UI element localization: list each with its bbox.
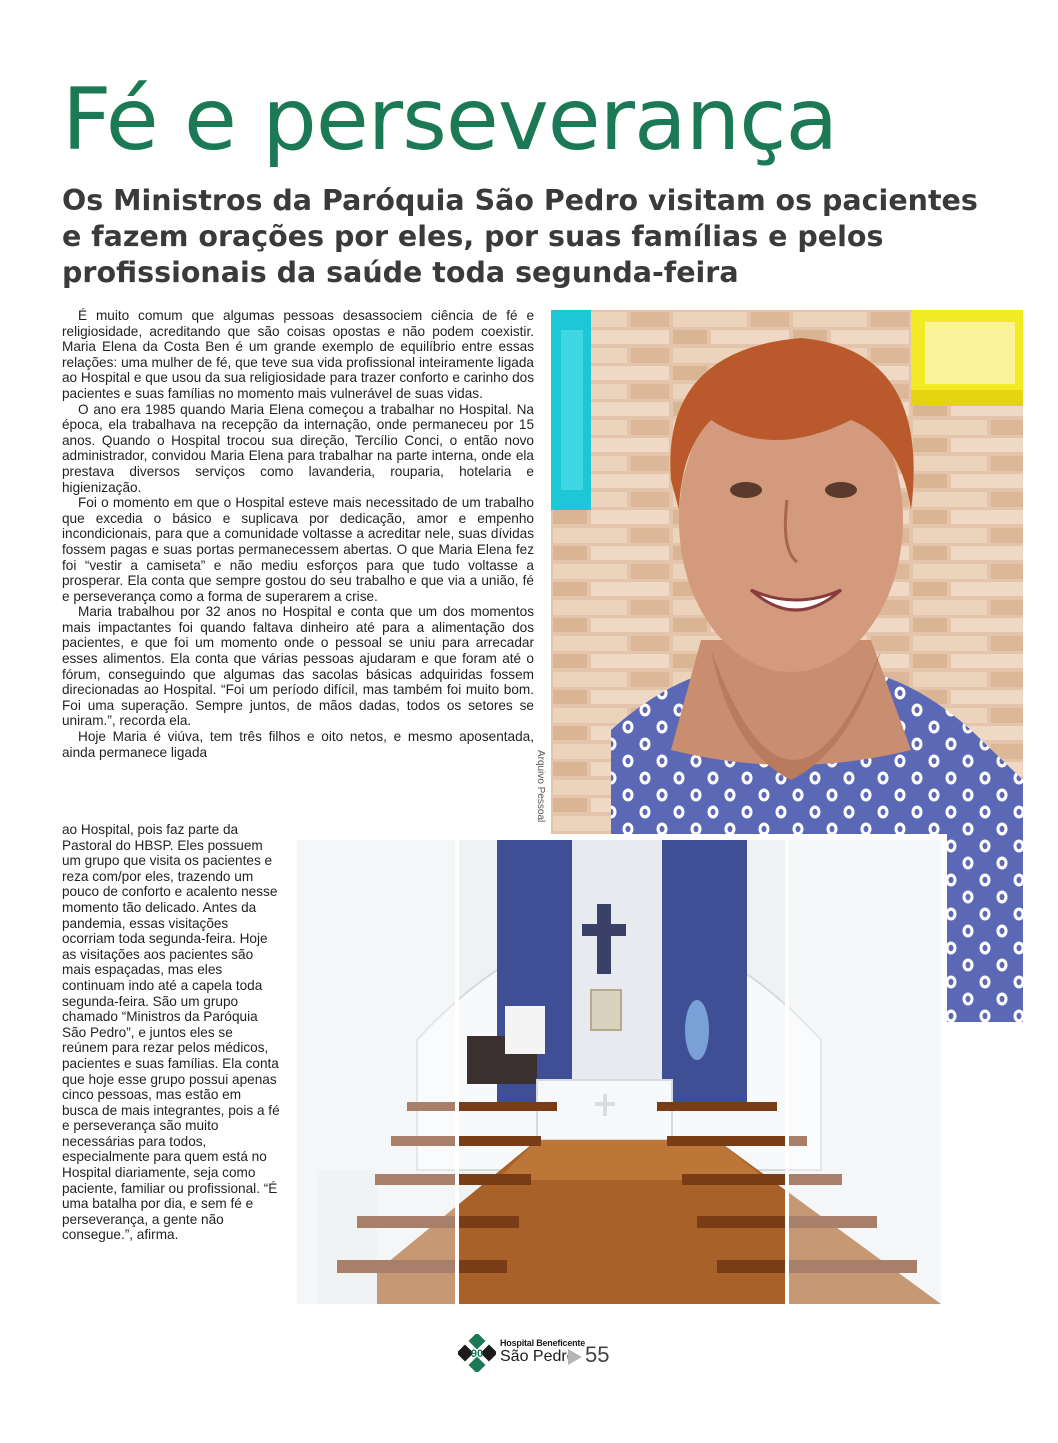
paragraph-4: Maria trabalhou por 32 anos no Hospital e conta que um dos momentos mais impactantes foi quando faltava dinheiro até para a alimentação dos pacientes, e que foi um momento onde o pessoal se uniu para arrecadar esses alimentos. Ela conta que várias pessoas ajudaram e que foram até o fórum, conseguindo que algumas das sacolas básicas adquiridas fossem direcionadas ao Hospital. “Foi um período difícil, mas também foi muito bom. Foi uma superação. Sempre juntos, de mãos dadas, todos os setores se uniram.”, recorda ela.: [62, 604, 534, 729]
hospital-logo-icon: [458, 1334, 496, 1372]
chapel-photo: [297, 840, 941, 1304]
org-name-line2: São Pedro: [500, 1348, 576, 1365]
paragraph-2: O ano era 1985 quando Maria Elena começou a trabalhar no Hospital. Na época, ela trabalhava na recepção da internação, onde permaneceu por 15 anos. Quando o Hospital trocou sua direção, Tercílio Conci, o então novo administrador, convidou Maria Elena para trabalhar na parte interna, onde ela prestava diversos serviços como lavanderia, rouparia, hotelaria e higienização.: [62, 401, 534, 495]
body-column-top: [62, 308, 534, 760]
body-column-narrow: [62, 822, 280, 1243]
page-arrow-icon: [568, 1349, 582, 1365]
paragraph-1: É muito comum que algumas pessoas desassociem ciência de fé e religiosidade, acreditando que são coisas opostas e não podem coexistir. Maria Elena da Costa Ben é um grande exemplo de equilíbrio entre essas relações: uma mulher de fé, que teve sua vida profissional inteiramente ligada ao Hospital e que usou da sua religiosidade para trazer conforto e carinho dos pacientes e suas famílias no momento mais vulnerável de suas vidas.: [62, 308, 534, 401]
page-number: 55: [585, 1342, 610, 1367]
article-title: Fé e perseverança: [62, 70, 838, 170]
org-name-line1: Hospital Beneficente: [500, 1338, 586, 1348]
page-footer: [458, 1332, 618, 1372]
article-subtitle: Os Ministros da Paróquia São Pedro visitam os pacientes e fazem orações por eles, por suas famílias e pelos profissionais da saúde toda segunda-feira: [62, 184, 978, 289]
photo-credit: Arquivo Pessoal: [535, 750, 546, 823]
logo-number: 90: [470, 1348, 484, 1360]
chapel-illustration: [297, 840, 941, 1304]
paragraph-5-continued: ao Hospital, pois faz parte da Pastoral do HBSP. Eles possuem um grupo que visita os pacientes e reza com/por eles, trazendo um pouco de conforto e acalento nesse momento tão delicado. Antes da pandemia, essas visitações ocorriam toda segunda-feira. Hoje as visitações aos pacientes são mais espaçadas, mas eles continuam indo até a capela toda segunda-feira. São um grupo chamado “Ministros da Paróquia São Pedro”, e juntos eles se reúnem para rezar pelos médicos, pacientes e suas famílias. Ela conta que hoje esse grupo possui apenas cinco pessoas, mas estão em busca de mais integrantes, pois a fé e perseverança são muito necessárias para todos, especialmente para quem está no Hospital diariamente, seja como paciente, familiar ou profissional. “É uma batalha por dia, e sem fé e perseverança, a gente não consegue.”, afirma.: [62, 822, 280, 1243]
paragraph-5: Hoje Maria é viúva, tem três filhos e oito netos, e mesmo aposentada, ainda permanece ligada: [62, 729, 534, 760]
paragraph-3: Foi o momento em que o Hospital esteve mais necessitado de um trabalho que excedia o básico e suplicava por dedicação, amor e empenho incondicionais, para que a comunidade voltasse a acreditar nele, suas dívidas fossem pagas e suas portas permanecessem abertas. O que Maria Elena fez foi “vestir a camiseta” e não mediu esforços para que tudo voltasse a prosperar. Ela conta que sempre gostou do seu trabalho e que via a união, fé e perseverança como a forma de superarem a crise.: [62, 495, 534, 604]
